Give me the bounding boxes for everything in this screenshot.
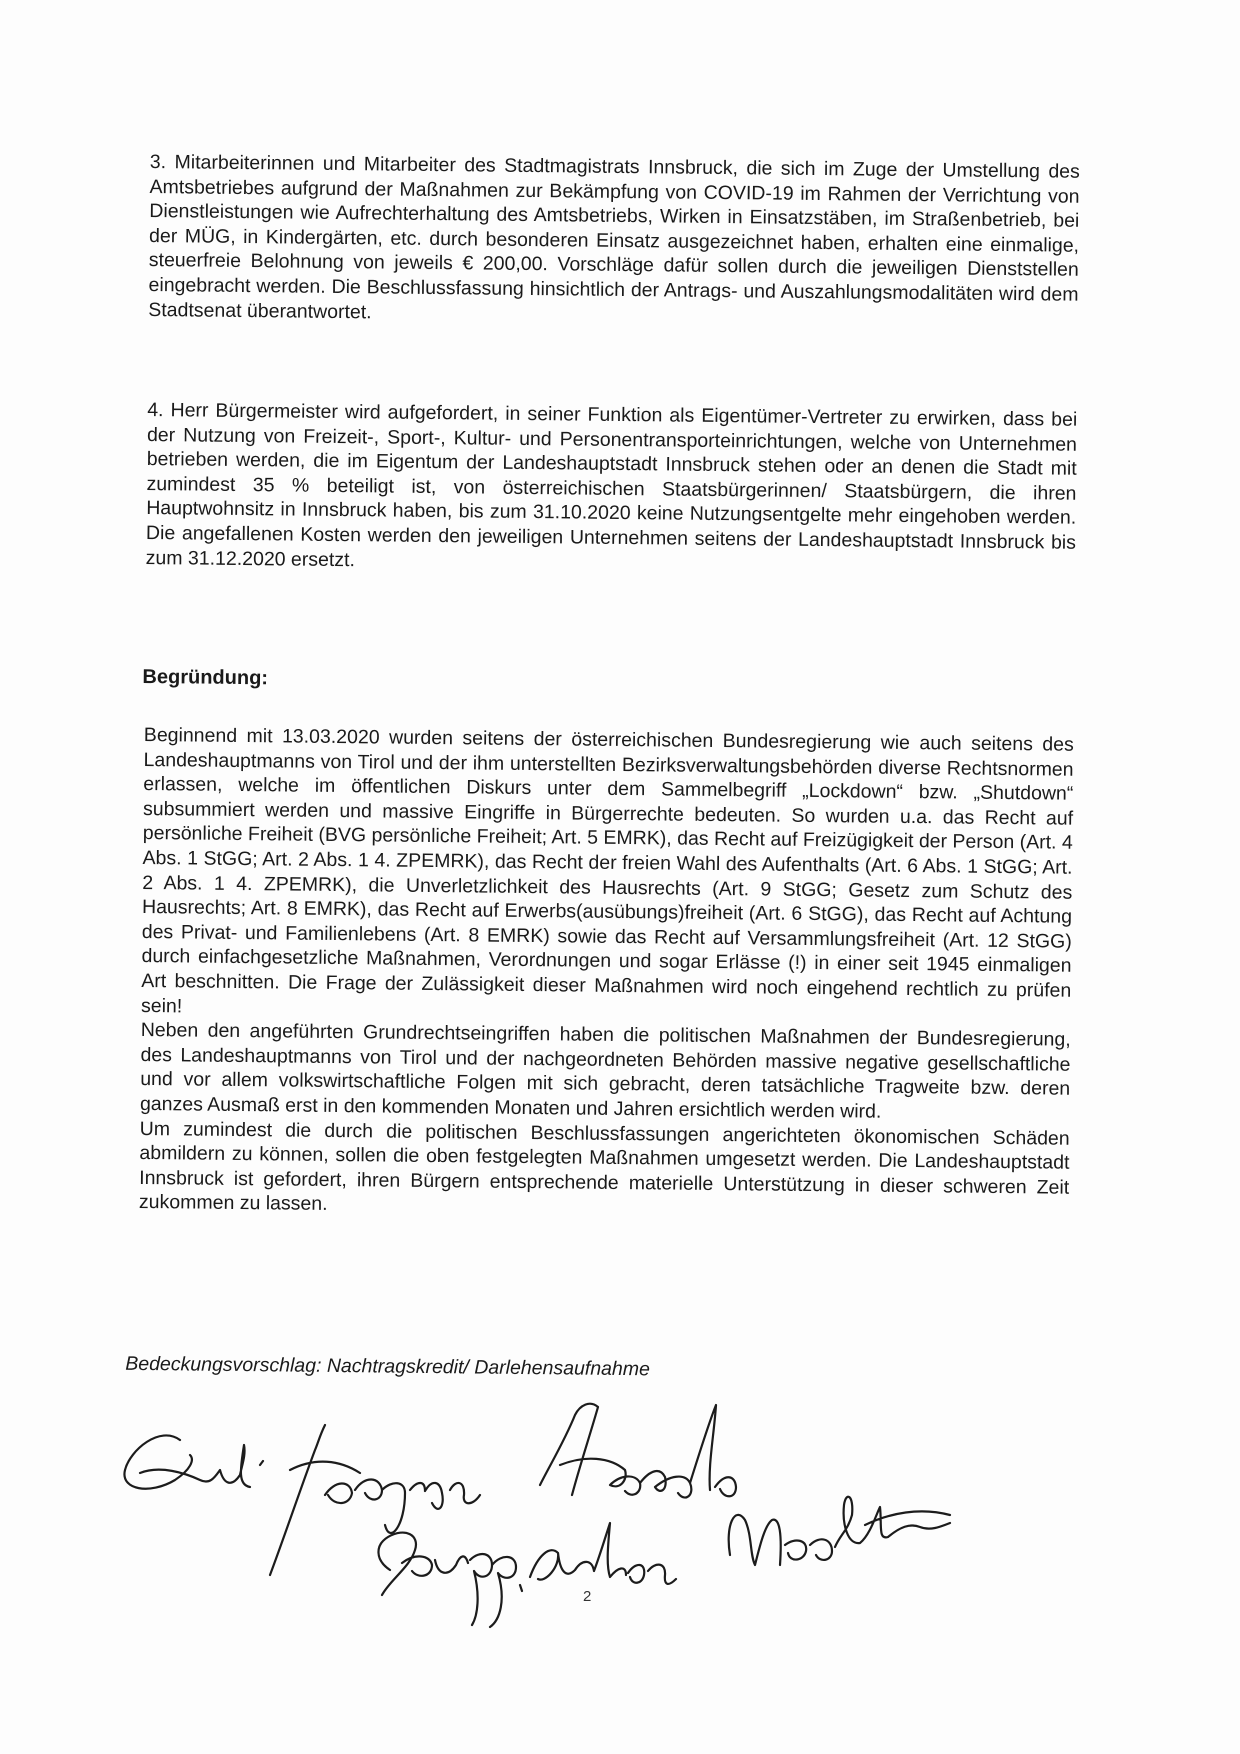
reason-section <box>139 723 1074 1225</box>
signature-federspiel <box>124 1435 263 1488</box>
reason-paragraph: Um zumindest die durch die politischen Beschlussfassungen angerichteten ökonomischen Schäden abmildern zu können, sollen die oben festgelegten Maßnahmen umgesetzt werden. Die Landeshauptstadt Innsbruck ist gefordert, ihren Bürgern entsprechende materielle Unterstützung in dieser schweren Zeit zukommen zu lassen. <box>138 1117 1070 1216</box>
signature-haselwanter <box>540 1404 736 1498</box>
list-item-3 <box>148 150 1080 332</box>
list-item-4 <box>146 398 1078 580</box>
coverage-proposal: Bedeckungsvorschlag: Nachtragskredit/ Darlehensaufnahme <box>125 1352 650 1381</box>
reason-paragraph: Neben den angeführten Grundrechtseingriffen haben die politischen Maßnahmen der Bundesregierung, des Landeshauptmanns von Tirol und der nachgeordneten Behörden massive negative gesellschaftliche und vor allem volkswirtschaftliche Folgen mit sich gebracht, deren tatsächliche Tragweite bzw. deren ganzes Ausmaß erst in den kommenden Monaten und Jahren ersichtlich werden wird. <box>139 1019 1071 1123</box>
list-item-text: Herr Bürgermeister wird aufgefordert, in seiner Funktion als Eigentümer-Vertreter zu erwirken, dass bei der Nutzung von Freizeit-, Sport-, Kultur- und Personentransporteinrichtungen, welche von Unternehmen betrieben werden, die im Eigentum der Landeshauptstadt Innsbruck stehen oder an denen die Stadt mit zumindest 35 % beteiligt ist, von österreichischen Staatsbürgerinnen/ Staatsbürgern, die ihren Hauptwohnsitz in Innsbruck haben, bis zum 31.10.2020 keine Nutzungsentgelte mehr eingehoben werden. Die angefallenen Kosten werden den jeweiligen Unternehmen seitens der Landeshauptstadt Innsbruck bis zum 31.12.2020 ersetzt. <box>145 399 1078 571</box>
signatures-drawing <box>120 1395 1120 1635</box>
list-item-number: 4. <box>147 398 164 422</box>
reason-heading: Begründung: <box>142 665 269 690</box>
list-item-text: Mitarbeiterinnen und Mitarbeiter des Stadtmagistrats Innsbruck, die sich im Zuge der Umstellung des Amtsbetriebes aufgrund der Maßnahmen zur Bekämpfung von COVID-19 im Rahmen der Verrichtung von Dienstleistungen wie Aufrechterhaltung des Amtsbetriebs, Wirken in Einsatzstäben, im Straßenbetrieb, bei der MÜG, in Kindergärten, etc. durch besonderen Einsatz ausgezeichnet haben, erhalten eine einmalige, steuerfreie Belohnung von jeweils € 200,00. Vorschläge dafür sollen durch die jeweiligen Dienststellen eingebracht werden. Die Beschlussfassung hinsichtlich der Antrags- und Auszahlungsmodalitäten wird dem Stadtsenat überantwortet. <box>148 151 1080 323</box>
reason-paragraph: Beginnend mit 13.03.2020 wurden seitens der österreichischen Bundesregierung wie auch seitens des Landeshauptmanns von Tirol und der ihm unterstellten Bezirksverwaltungsbehörden diverse Rechtsnormen erlassen, welche im öffentlichen Diskurs unter dem Sammelbegriff „Lockdown“ bzw. „Shutdown“ subsummiert werden und massive Eingriffe in Bürgerrechte bedeuten. So wurden u.a. das Recht auf persönliche Freiheit (BVG persönliche Freiheit; Art. 5 EMRK), das Recht auf Freizügigkeit der Person (Art. 4 Abs. 1 StGG; Art. 2 Abs. 1 4. ZPEMRK), das Recht der freien Wahl des Aufenthalts (Art. 6 Abs. 1 StGG; Art. 2 Abs. 1 4. ZPEMRK), die Unverletzlichkeit des Hausrechts (Art. 9 StGG; Gesetz zum Schutz des Hausrechts; Art. 8 EMRK), das Recht auf Erwerbs(ausübungs)freiheit (Art. 6 StGG), das Recht auf Achtung des Privat- und Familienlebens (Art. 8 EMRK) sowie das Recht auf Versammlungsfreiheit (Art. 12 StGG) durch einfachgesetzliche Maßnahmen, Verordnungen und sogar Erlässe (!) in einer seit 1945 einmaligen Art beschnitten. Die Frage der Zulässigkeit dieser Maßnahmen wird noch eingehend rechtlich zu prüfen sein! <box>140 723 1074 1017</box>
list-item-number: 3. <box>149 150 167 174</box>
signature-meischl <box>729 1497 950 1565</box>
signature-area <box>120 1395 1120 1635</box>
signature-stuggl-andrea <box>378 1523 676 1627</box>
document-body <box>125 150 1080 1381</box>
page-number: 2 <box>583 1588 592 1605</box>
